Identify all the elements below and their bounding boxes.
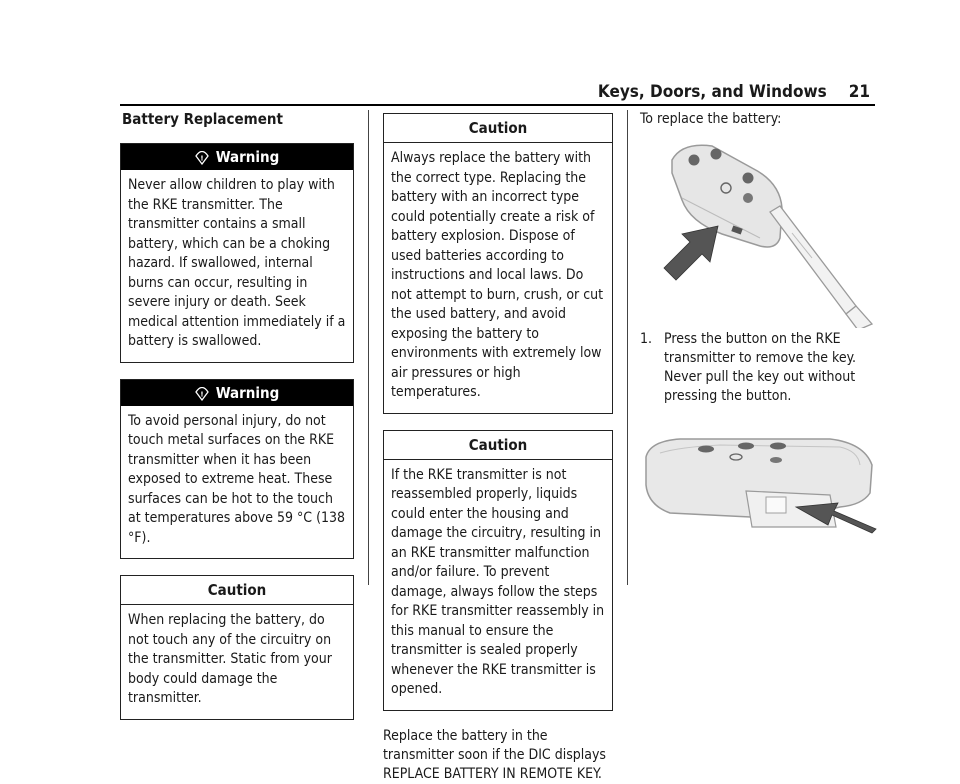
key-fob-open-illustration — [640, 435, 880, 535]
left-column — [120, 110, 354, 736]
caution-box-static — [120, 575, 354, 720]
caution-text: If the RKE transmitter is not reassembled properly, liquids could enter the housing and damage the circuitry, resulting in an RKE transmitter malfunction and/or failure. To prevent damage, always follow the steps for RKE transmitter reassembly in this manual to ensure the transmitter is sealed properly whenever the RKE transmitter is opened. — [391, 466, 605, 697]
key-fob-release-illustration — [652, 138, 882, 328]
page-number: 21 — [848, 82, 870, 102]
column-divider-right — [627, 110, 628, 585]
caution-box-battery-type — [383, 113, 613, 414]
middle-column — [383, 113, 613, 784]
svg-text:!: ! — [200, 390, 204, 398]
header-rule — [120, 104, 875, 106]
warning-text: To avoid personal injury, do not touch metal surfaces on the RKE transmitter when it has been exposed to extreme heat. These surfaces can be hot to the touch at temperatures above 59 °C (138 °F). — [128, 412, 346, 546]
intro-text: To replace the battery: — [640, 111, 782, 127]
section-title: Battery Replacement — [122, 110, 283, 128]
caution-header: Caution — [121, 576, 353, 605]
warning-text: Never allow children to play with the RKE transmitter. The transmitter contains a small battery, which can be a choking hazard. If swallowed, internal burns can occur, resulting in severe injury or death. Seek medical attention immediately if a battery is swallowed. — [128, 177, 346, 349]
caution-header: Caution — [384, 114, 612, 143]
warning-box-heat — [120, 379, 354, 560]
svg-text:!: ! — [200, 154, 204, 163]
warning-label: Warning — [215, 383, 280, 402]
header-section-title: Keys, Doors, and Windows — [597, 82, 827, 102]
warning-header — [121, 380, 353, 406]
warning-label: Warning — [215, 148, 280, 166]
caution-text: When replacing the battery, do not touch any of the circuitry on the transmitter. Static from your body could damage the transmitter. — [128, 612, 332, 706]
caution-text: Always replace the battery with the correct type. Replacing the battery with an incorrect type could potentially create a risk of battery explosion. Dispose of used batteries according to instructions and local laws. Do not attempt to burn, crush, or cut the used battery, and avoid exposing the battery to environments with extremely low air pressures or high temperatures. — [391, 150, 604, 400]
warning-icon — [195, 151, 209, 165]
caution-header: Caution — [384, 431, 612, 460]
warning-box-children — [120, 143, 354, 363]
column-divider-left — [368, 110, 369, 585]
warning-header — [121, 144, 353, 170]
step-number: 1. — [640, 331, 653, 347]
caution-box-reassembly — [383, 430, 613, 711]
running-header — [598, 82, 870, 102]
right-column — [640, 110, 880, 404]
step-1 — [640, 330, 880, 406]
battery-paragraph: Replace the battery in the transmitter soon if the DIC displays REPLACE BATTERY IN REMOTE KEY. — [383, 727, 606, 782]
warning-icon — [195, 387, 209, 401]
step-text: Press the button on the RKE transmitter to remove the key. Never pull the key out without pressing the button. — [664, 331, 857, 404]
